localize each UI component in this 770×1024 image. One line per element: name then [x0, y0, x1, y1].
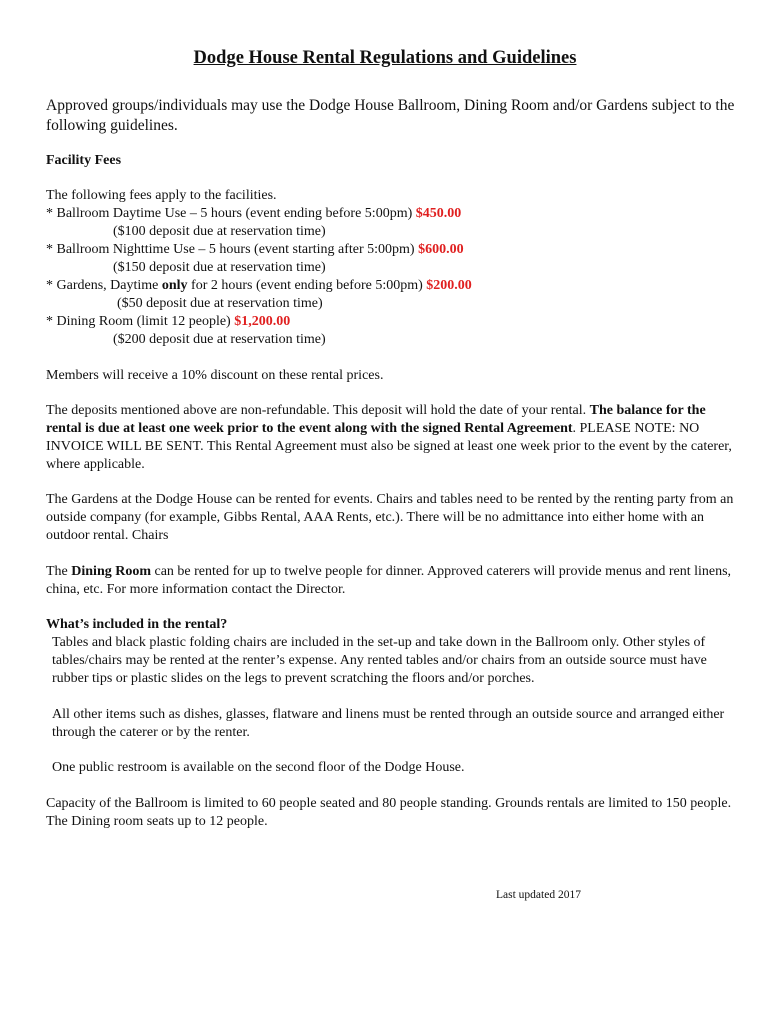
deposits-text: The deposits mentioned above are non-refundable. This deposit will hold the date of your rental. — [46, 403, 590, 418]
fee-description-cont: for 2 hours (event ending before 5:00pm) — [187, 278, 427, 293]
fee-deposit: ($100 deposit due at reservation time) — [113, 224, 326, 239]
fee-line — [46, 241, 464, 259]
included-tables-paragraph: Tables and black plastic folding chairs are included in the set-up and take down in the Ballroom only. Other styles of tables/chairs may be rented at the renter’s expense. Any rented tables and/or chairs from an outside source must have rubber tips or plastic slides on the legs to prevent scratching the floors and/or porches. — [52, 635, 707, 686]
fee-description: * Ballroom Daytime Use – 5 hours (event ending before 5:00pm) — [46, 206, 416, 221]
fee-deposit: ($50 deposit due at reservation time) — [117, 296, 323, 311]
fee-line — [46, 313, 290, 331]
fee-line — [46, 277, 472, 295]
balance-due-note: The balance for the rental is due at least one week prior to the event along with the signed Rental Agreement — [46, 403, 706, 436]
facility-fees-heading: Facility Fees — [46, 153, 122, 168]
dining-room-term: Dining Room — [71, 564, 151, 579]
gardens-paragraph: The Gardens at the Dodge House can be rented for events. Chairs and tables need to be rented by the renting party from an outside company (for example, Gibbs Rental, AAA Rents, etc.). There will be no admittance into either home with an outdoor rental. Chairs — [46, 492, 734, 543]
included-heading: What’s included in the rental? — [46, 617, 228, 632]
fee-deposit: ($150 deposit due at reservation time) — [113, 260, 326, 275]
intro-paragraph: Approved groups/individuals may use the Dodge House Ballroom, Dining Room and/or Gardens subject to the following guidelines. — [46, 97, 735, 134]
included-rentals-paragraph: All other items such as dishes, glasses, flatware and linens must be rented through an outside source and arranged either through the caterer or by the renter. — [52, 707, 725, 740]
fee-price: $1,200.00 — [234, 314, 291, 329]
deposits-text-cont: . PLEASE NOTE: NO INVOICE WILL BE SENT. This Rental Agreement must also be signed at least one week prior to the event by the caterer, where applicable. — [46, 421, 732, 472]
dining-paragraph — [46, 563, 736, 599]
dining-text: The — [46, 564, 72, 579]
fee-price: $450.00 — [415, 206, 462, 221]
dining-text-cont: can be rented for up to twelve people for dinner. Approved caterers will provide menus and rent linens, china, etc. For more information contact the Director. — [46, 564, 732, 597]
deposits-paragraph — [46, 402, 736, 474]
page-title: Dodge House Rental Regulations and Guidelines — [193, 48, 577, 68]
member-discount: Members will receive a 10% discount on these rental prices. — [46, 368, 384, 383]
fee-price: $200.00 — [426, 278, 472, 293]
fee-price: $600.00 — [418, 242, 464, 257]
capacity-paragraph: Capacity of the Ballroom is limited to 60 people seated and 80 people standing. Grounds rentals are limited to 150 people. The Dining room seats up to 12 people. — [46, 796, 732, 829]
fee-line — [46, 205, 461, 223]
last-updated: Last updated 2017 — [496, 889, 581, 901]
fee-emphasis: only — [161, 278, 188, 293]
fee-description: * Dining Room (limit 12 people) — [46, 314, 235, 329]
restroom-paragraph: One public restroom is available on the second floor of the Dodge House. — [52, 760, 465, 775]
fee-description: * Gardens, Daytime — [46, 278, 162, 293]
fees-lead: The following fees apply to the facilities. — [46, 188, 277, 203]
fee-description: * Ballroom Nighttime Use – 5 hours (event starting after 5:00pm) — [46, 242, 419, 257]
fee-deposit: ($200 deposit due at reservation time) — [113, 332, 326, 347]
